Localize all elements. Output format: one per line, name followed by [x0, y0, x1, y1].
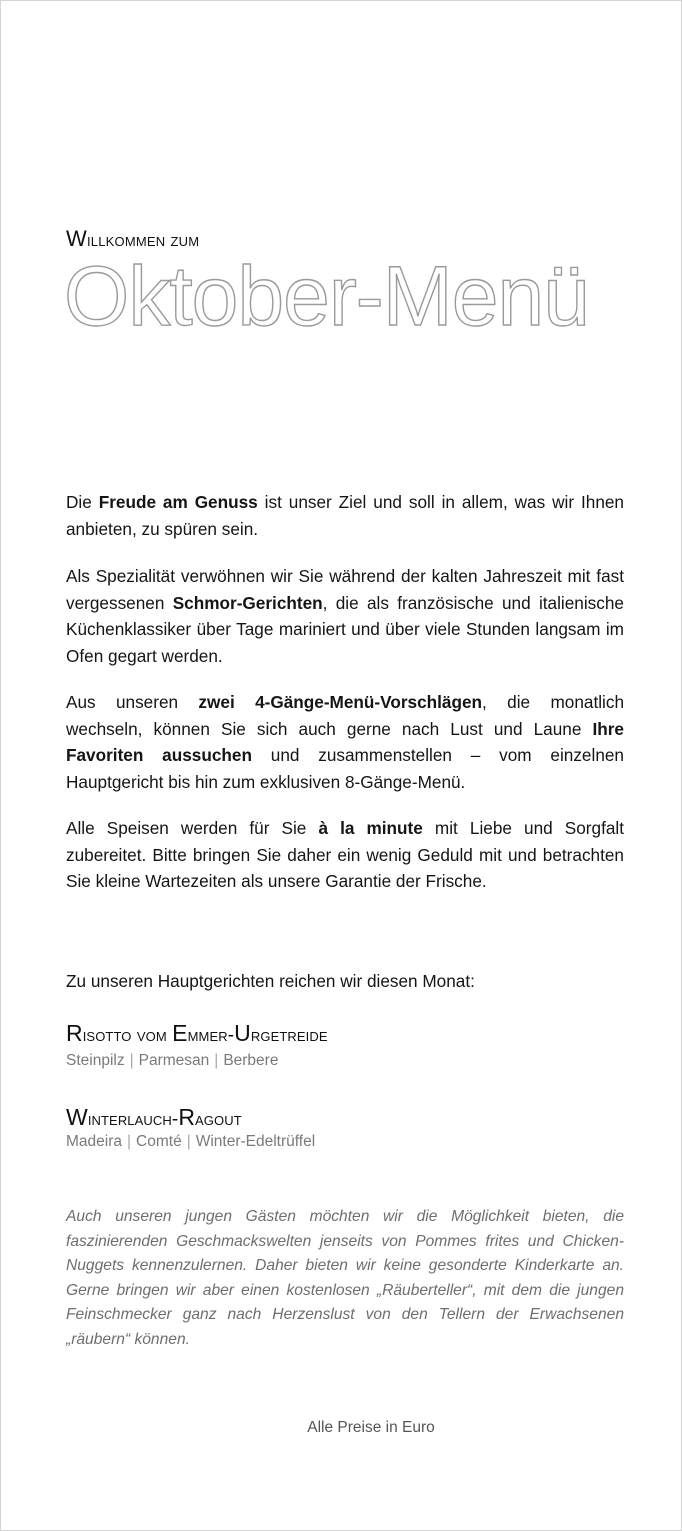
dish-ingredients-risotto [66, 1052, 624, 1070]
kids-note: Auch unseren jungen Gästen möchten wir die Möglichkeit bieten, die faszinierenden Geschmackswelten jenseits von Pommes frites und Chicken-Nuggets kennenzulernen. Daher bieten wir keine gesonderte Kinderkarte an. Gerne bringen wir aber einen kostenlosen „Räuberteller“, mit dem die jungen Feinschmecker ganz nach Herzenslust von den Tellern der Erwachsenen „räubern“ können. [66, 1208, 624, 1348]
ingredient: Winter-Edeltrüffel [195, 1133, 316, 1150]
main-course-intro: Zu unseren Hauptgerichten reichen wir diesen Monat: [66, 971, 475, 991]
intro-paragraph-3 [66, 689, 624, 795]
emphasis: à la minute [318, 818, 423, 838]
dish-title-ragout [66, 1104, 624, 1131]
ingredient: Steinpilz [66, 1052, 125, 1069]
text-run: Aus unseren [66, 692, 199, 712]
text-run: ist unser Ziel und soll in allem, was wir Ihnen anbieten, zu spüren sein. [66, 492, 624, 539]
dish-title-text: agout [195, 1109, 242, 1130]
text-run: Alle Speisen werden für Sie [66, 818, 319, 838]
dish-title-risotto [66, 1020, 624, 1047]
ingredient: Parmesan [138, 1052, 210, 1069]
dish-initial: E [172, 1020, 188, 1046]
intro-paragraph-2 [66, 563, 624, 669]
dish-title-text: isotto vom [82, 1025, 173, 1046]
dish-initial: R [178, 1104, 196, 1130]
emphasis: zwei 4-Gänge-Menü-Vorschlägen [198, 692, 483, 712]
separator: | [127, 1133, 132, 1150]
text-run: und zusammenstellen – vom einzelnen Hauptgericht bis hin zum exklusiven 8-Gänge-Menü. [66, 745, 624, 792]
dish-initial: U [234, 1020, 251, 1046]
dish-title-text: mmer- [187, 1025, 235, 1046]
welcome-text: illkommen zum [86, 230, 200, 250]
dish-initial: W [66, 1104, 88, 1130]
separator: | [214, 1052, 219, 1069]
text-run: mit Liebe und Sorgfalt zubereitet. Bitte bringen Sie daher ein wenig Geduld mit und betrachten Sie kleine Wartezeiten als unsere Garantie der Frische. [66, 818, 625, 891]
separator: | [129, 1052, 134, 1069]
ingredient: Comté [136, 1133, 182, 1150]
menu-title-text: Oktober-Menü [64, 249, 589, 343]
dish-title-text: interlauch- [87, 1109, 179, 1130]
text-run: Als Spezialität verwöhnen wir Sie während der kalten Jahreszeit mit fast vergessenen [66, 566, 624, 613]
ingredient: Madeira [66, 1133, 122, 1150]
menu-title [64, 249, 589, 343]
emphasis: Schmor-Gerichten [172, 592, 323, 613]
dish-ingredients-ragout [66, 1133, 624, 1151]
text-run: , die als französische und italienische Küchenklassiker über Tage mariniert und über viele Stunden langsam im Ofen gegart werden. [66, 592, 624, 666]
dish-initial: R [66, 1020, 83, 1046]
intro-paragraph-1 [66, 489, 624, 542]
emphasis: Freude am Genuss [98, 492, 258, 512]
price-note: Alle Preise in Euro [307, 1419, 435, 1436]
ingredient: Berbere [223, 1052, 279, 1069]
text-run: Die [66, 492, 99, 512]
welcome-initial: W [66, 226, 87, 251]
dish-title-text: rgetreide [250, 1025, 328, 1046]
text-run: , die monatlich wechseln, können Sie sich auch gerne nach Lust und Laune [66, 692, 625, 739]
separator: | [186, 1133, 191, 1150]
intro-paragraph-4 [66, 815, 624, 895]
emphasis: Ihre Favoriten aussuchen [66, 718, 624, 765]
